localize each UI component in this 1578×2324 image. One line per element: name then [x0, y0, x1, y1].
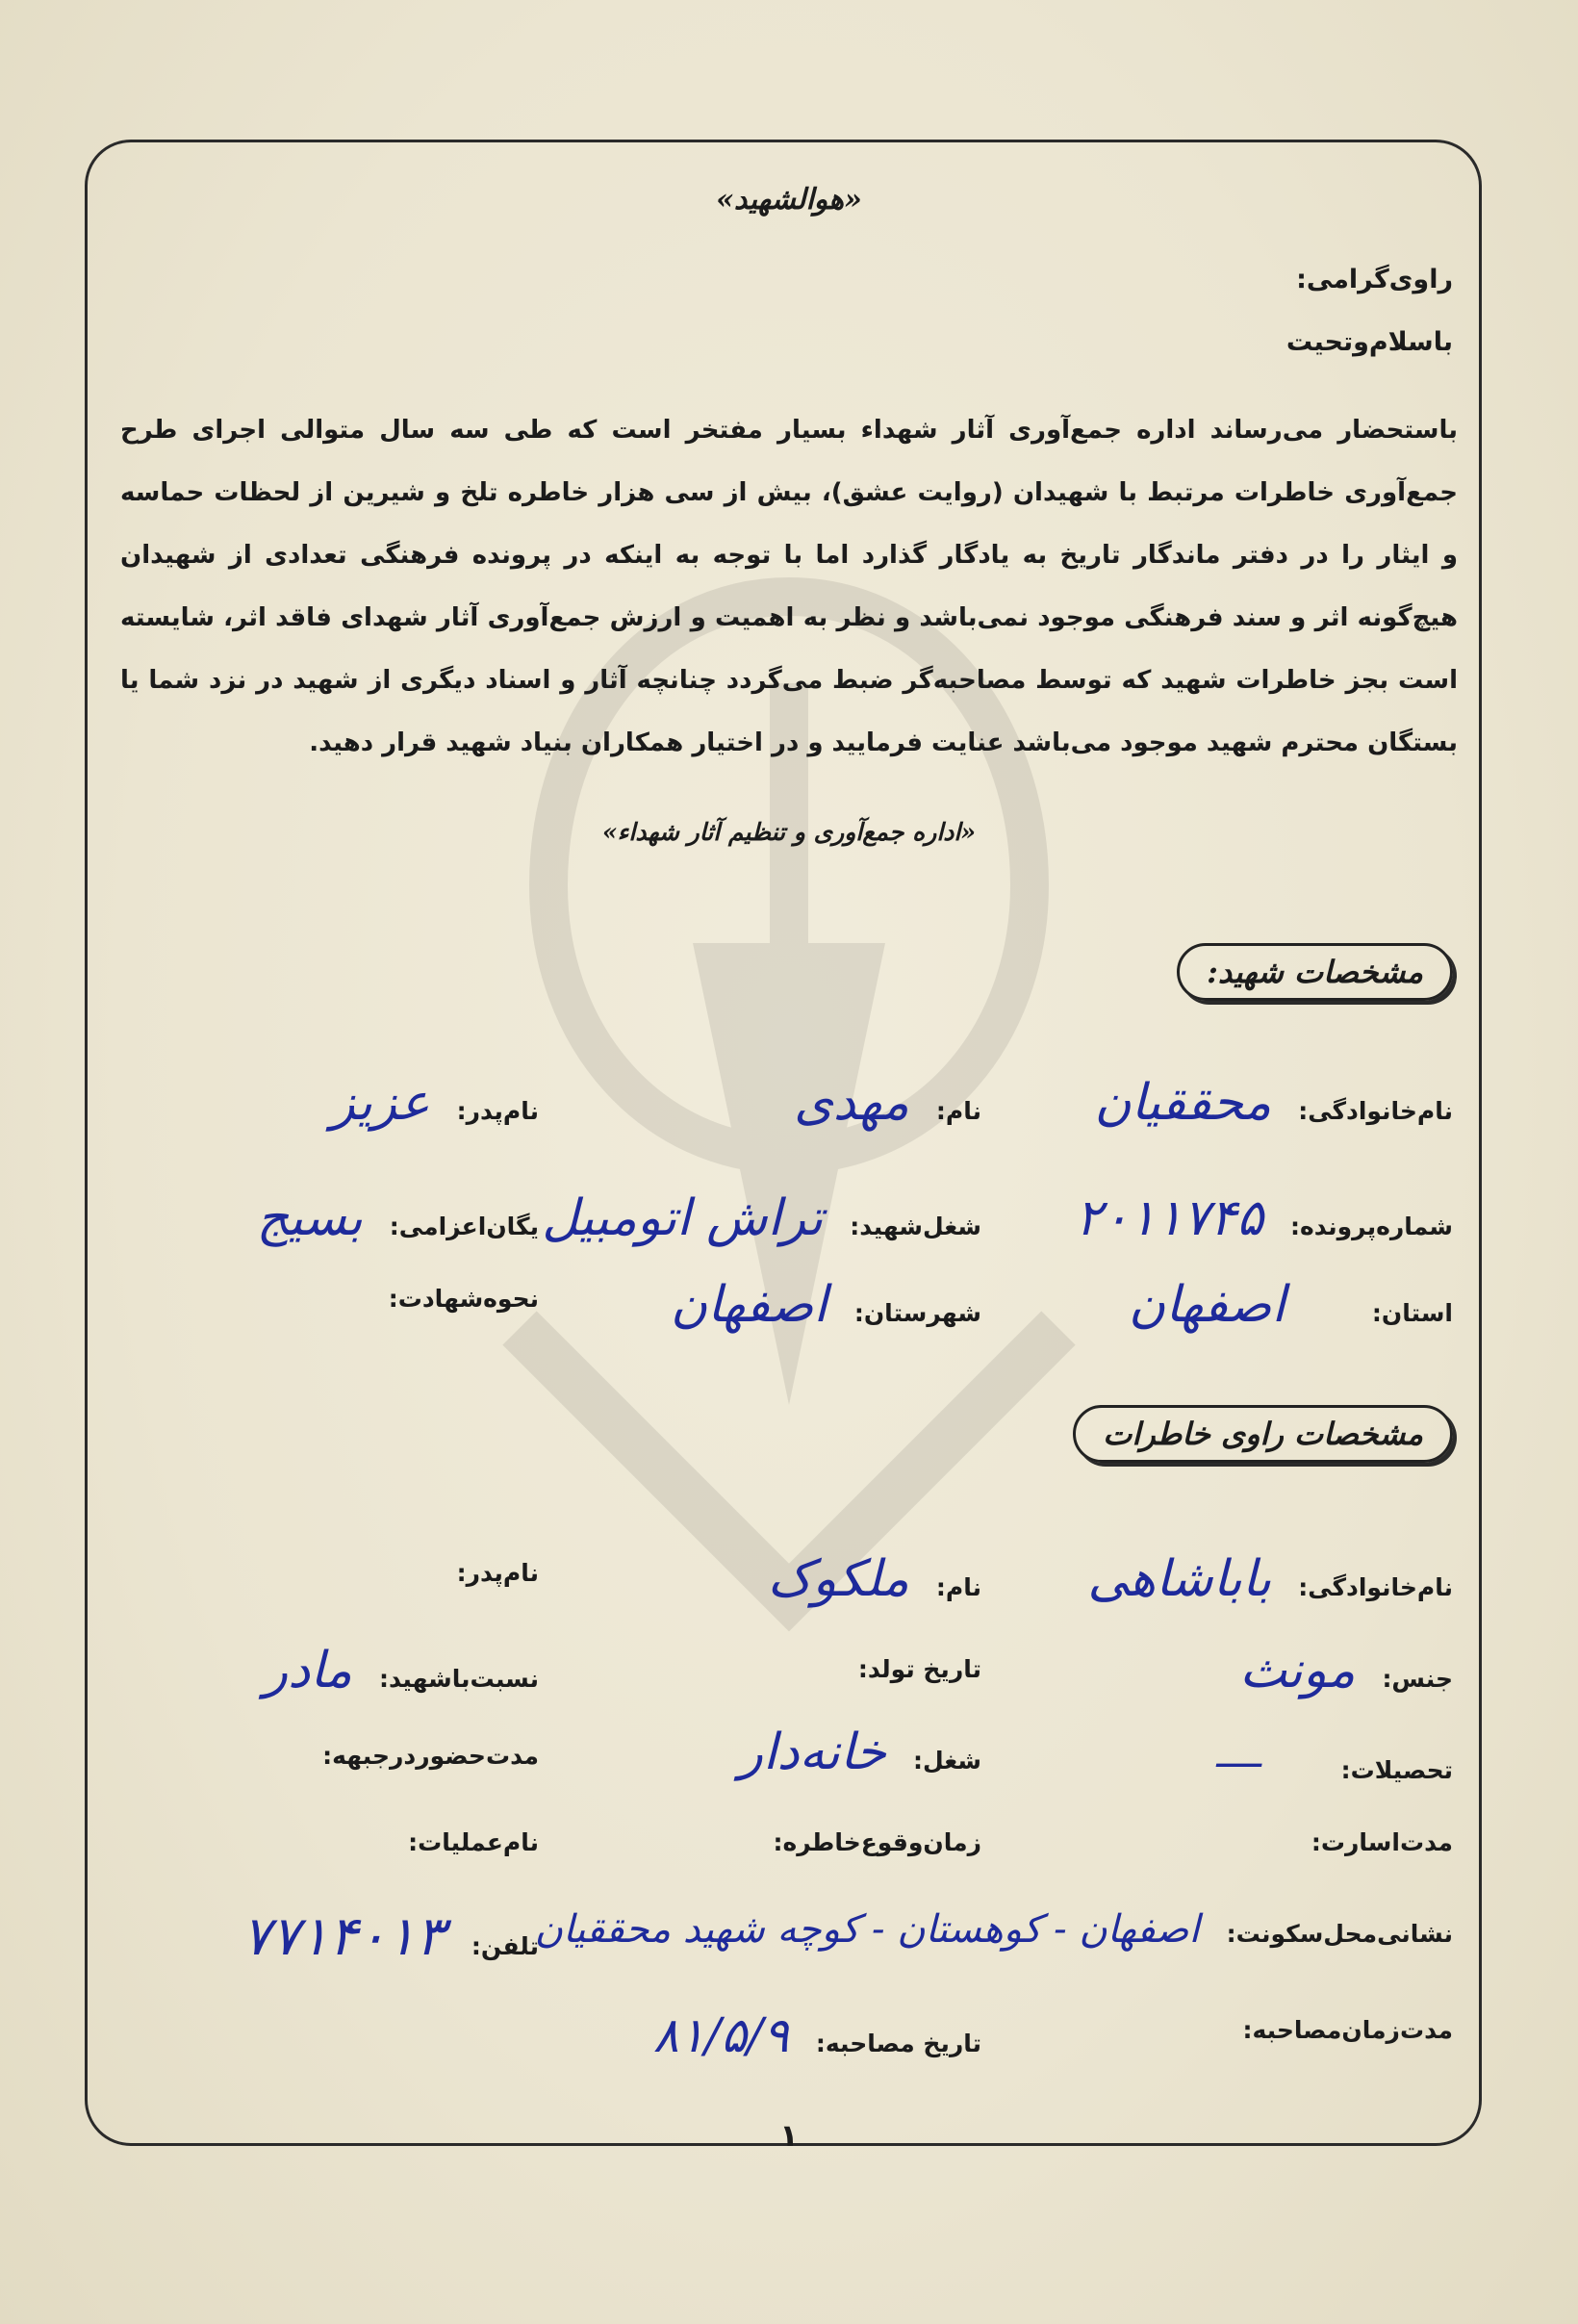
martyr-province-field[interactable] [1129, 1276, 1453, 1334]
martyr-unit-field[interactable] [256, 1189, 539, 1247]
narrator-address-field[interactable] [534, 1907, 1453, 1952]
narrator-gender-value[interactable]: مونث [1239, 1642, 1356, 1699]
narrator-interview-duration-field[interactable] [1215, 2016, 1453, 2044]
martyr-first-name-label: نام: [935, 1097, 981, 1125]
greeting: راوی‌گرامی: [1296, 265, 1453, 294]
narrator-memory-time-label: زمان‌وقوع‌خاطره: [773, 1828, 981, 1856]
narrator-captivity-duration-label: مدت‌اسارت: [1311, 1828, 1453, 1856]
martyr-occupation-field[interactable] [542, 1189, 981, 1247]
signature-line: «اداره جمع‌آوری و تنظیم آثار شهداء» [602, 818, 976, 846]
narrator-captivity-duration-field[interactable] [1285, 1828, 1453, 1856]
martyr-family-name-field[interactable] [1094, 1074, 1453, 1132]
narrator-operation-name-field[interactable] [381, 1828, 539, 1856]
martyr-city-field[interactable] [670, 1276, 981, 1334]
narrator-family-name-value[interactable]: باباشاهی [1087, 1550, 1272, 1608]
martyr-section-title: مشخصات شهید: [1177, 943, 1453, 1001]
page-number: ۱ [779, 2117, 799, 2154]
narrator-first-name-label: نام: [935, 1573, 981, 1601]
page-title: «هوالشهید» [716, 183, 862, 217]
narrator-relation-field[interactable] [264, 1642, 539, 1699]
martyr-martyrdom-manner-label: نحوه‌شهادت: [388, 1285, 539, 1313]
narrator-front-duration-field[interactable] [295, 1742, 539, 1770]
narrator-gender-label: جنس: [1382, 1665, 1453, 1693]
narrator-father-name-field[interactable] [430, 1559, 539, 1587]
intro-paragraph: باستحضار می‌رساند اداره جمع‌آوری آثار شهداء بسیار مفتخر است که طی سه سال متوالی اجرای طرح جمع‌آوری خاطرات مرتبط با شهیدان (روایت عشق)، بیش از سی هزار خاطره تلخ و شیرین از لحظات حماسه و ایثار را در دفتر ماندگار تاریخ به یادگار گذارد اما با توجه به اینکه در پرونده فرهنگی تعدادی از شهیدان هیچ‌گونه اثر و سند فرهنگی موجود نمی‌باشد و نظر به اهمیت و ارزش جمع‌آوری آثار شهدای فاقد اثر، شایسته است بجز خاطرات شهید که توسط مصاحبه‌گر ضبط می‌گردد چنانچه آثار و اسناد دیگری از شهید در نزد شما یا بستگان محترم شهید موجود می‌باشد عنایت فرمایید و در اختیار همکاران بنیاد شهید قرار دهید. [120, 416, 1458, 757]
narrator-interview-date-value[interactable]: ۸۱/۵/۹ [652, 2007, 789, 2063]
martyr-unit-value[interactable]: بسیج [256, 1189, 363, 1247]
salutation: باسلام‌وتحیت [1285, 327, 1453, 357]
narrator-occupation-value[interactable]: خانه‌دار [738, 1724, 886, 1781]
narrator-section-title: مشخصات راوی خاطرات [1073, 1405, 1453, 1463]
narrator-interview-duration-label: مدت‌زمان‌مصاحبه: [1242, 2016, 1453, 2044]
narrator-occupation-label: شغل: [912, 1747, 981, 1775]
narrator-birth-date-field[interactable] [831, 1655, 981, 1683]
martyr-family-name-value[interactable]: محققیان [1094, 1074, 1272, 1132]
narrator-front-duration-label: مدت‌حضوردرجبهه: [322, 1742, 539, 1770]
narrator-phone-value[interactable]: ۷۷۱۴۰۱۳ [242, 1905, 445, 1968]
martyr-unit-label: یگان‌اعزامی: [389, 1213, 539, 1240]
martyr-family-name-label: نام‌خانوادگی: [1298, 1097, 1453, 1125]
martyr-father-name-label: نام‌پدر: [456, 1097, 539, 1125]
martyr-file-number-value[interactable]: ۲۰۱۱۷۴۵ [1075, 1189, 1264, 1247]
narrator-family-name-field[interactable] [1087, 1550, 1453, 1608]
narrator-interview-date-field[interactable] [652, 2007, 981, 2063]
martyr-martyrdom-manner-field[interactable] [362, 1285, 539, 1313]
narrator-father-name-label: نام‌پدر: [456, 1559, 539, 1587]
narrator-family-name-label: نام‌خانوادگی: [1298, 1573, 1453, 1601]
martyr-file-number-field[interactable] [1075, 1189, 1453, 1247]
narrator-interview-date-label: تاریخ مصاحبه: [815, 2030, 981, 2057]
martyr-occupation-label: شغل‌شهید: [850, 1213, 981, 1240]
narrator-occupation-field[interactable] [738, 1724, 981, 1781]
narrator-birth-date-label: تاریخ تولد: [857, 1655, 981, 1683]
narrator-address-label: نشانی‌محل‌سکونت: [1226, 1920, 1453, 1948]
narrator-phone-label: تلفن: [471, 1932, 539, 1960]
martyr-province-value[interactable]: اصفهان [1129, 1276, 1285, 1334]
narrator-gender-field[interactable] [1239, 1642, 1453, 1699]
narrator-phone-field[interactable] [242, 1905, 539, 1968]
martyr-city-value[interactable]: اصفهان [670, 1276, 827, 1334]
martyr-first-name-field[interactable] [794, 1074, 981, 1132]
martyr-father-name-value[interactable]: عزیز [330, 1074, 430, 1132]
narrator-first-name-value[interactable]: ملکوک [767, 1550, 909, 1608]
martyr-city-label: شهرستان: [853, 1299, 981, 1327]
narrator-relation-label: نسبت‌باشهید: [378, 1665, 539, 1693]
narrator-address-value[interactable]: اصفهان - کوهستان - کوچه شهید محققیان [534, 1907, 1200, 1952]
narrator-education-value[interactable]: — [1213, 1733, 1264, 1791]
martyr-first-name-value[interactable]: مهدی [794, 1074, 909, 1132]
martyr-occupation-value[interactable]: تراش اتومبیل [542, 1189, 824, 1247]
martyr-father-name-field[interactable] [330, 1074, 539, 1132]
martyr-file-number-label: شماره‌پرونده: [1290, 1213, 1453, 1240]
narrator-operation-name-label: نام‌عملیات: [408, 1828, 539, 1856]
narrator-relation-value[interactable]: مادر [264, 1642, 352, 1699]
narrator-memory-time-field[interactable] [746, 1828, 981, 1856]
narrator-education-field[interactable] [1213, 1733, 1453, 1791]
martyr-province-label: استان: [1371, 1299, 1453, 1327]
narrator-education-label: تحصیلات: [1340, 1756, 1453, 1784]
narrator-first-name-field[interactable] [767, 1550, 981, 1608]
